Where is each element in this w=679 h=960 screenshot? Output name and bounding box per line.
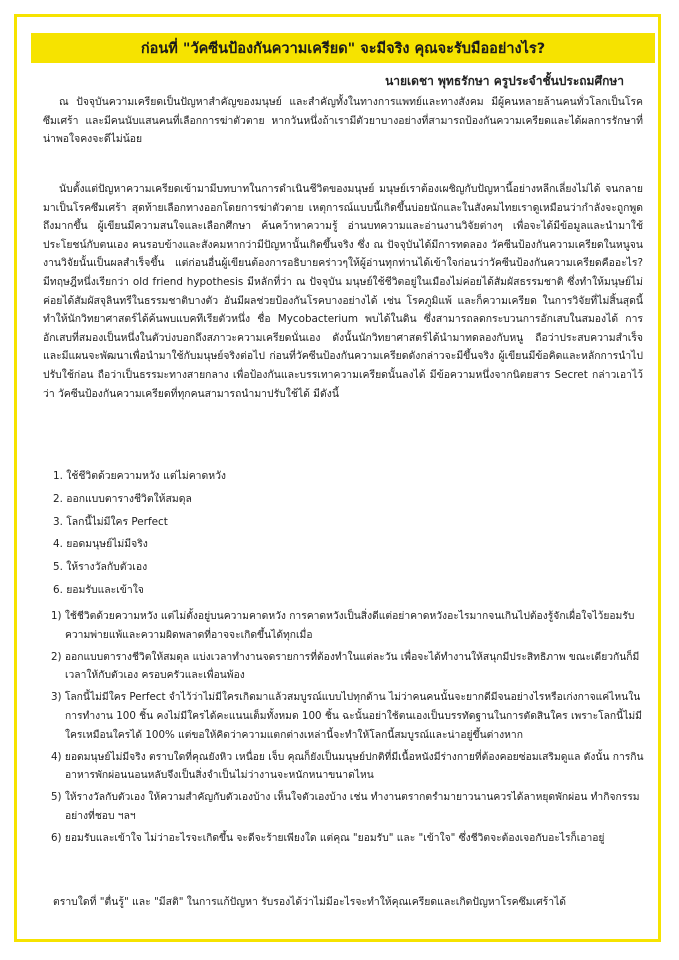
explanation-list [51, 607, 647, 851]
explanation-item: 1) ใช้ชีวิตด้วยความหวัง แต่ไม่ตั้งอยู่บนความคาดหวัง การคาดหวังเป็นสิ่งดีแต่อย่าคาดหวังอะไรมากจนเกินไปต้องรู้จักเผื่อใจไว้ยอมรับความพ่ายแพ้และความผิดพลาดที่อาจจะเกิดขึ้นได้ทุกเมื่อ [51, 610, 635, 641]
list-item: 2. ออกแบบตารางชีวิตให้สมดุล [53, 492, 192, 505]
closing-paragraph: ตราบใดที่ "ตื่นรู้" และ "มีสติ" ในการแก้ปัญหา รับรองได้ว่าไม่มีอะไรจะทำให้คุณเครียดและเกิดปัญหาโรคซึมเศร้าได้ [53, 896, 567, 908]
explanation-item: 6) ยอมรับและเข้าใจ ไม่ว่าอะไรจะเกิดขึ้น จะดีจะร้ายเพียงใด แต่คุณ "ยอมรับ" และ "เข้าใจ" ซึ่งชีวิตจะต้องเจอกับอะไรก็เอาอยู่ [51, 832, 605, 845]
explanation-item: 2) ออกแบบตารางชีวิตให้สมดุล แบ่งเวลาทำงานจดรายการที่ต้องทำในแต่ละวัน เพื่อจะได้ทำงานให้สนุกมีประสิทธิภาพ ขณะเดียวกันก็มีเวลาให้กับตัวเอง ครอบครัวและเพื่อนพ้อง [51, 650, 640, 682]
explanation-item: 4) ยอดมนุษย์ไม่มีจริง ตราบใดที่คุณยังหิว เหนื่อย เจ็บ คุณก็ยังเป็นมนุษย์ปกติที่มีเนื้อหนังมีร่างกายที่ต้องคอยซ่อมเสริมดูแล ดังนั้น การกินอาหารพักผ่อนนอนหลับจึงเป็นสิ่งจำเป็นไม่ว่างานจะหนักหนาขนาดไหน [51, 750, 644, 782]
explanation-item: 3) โลกนี้ไม่มีใคร Perfect จำไว้ว่าไม่มีใครเกิดมาแล้วสมบูรณ์แบบไปทุกด้าน ไม่ว่าคนคนนั้นจะยากดีมีจนอย่างไรหรือเก่งกาจแค่ไหนในการทำงาน 100 ชิ้น คงไม่มีใครได้คะแนนเต็มทั้งหมด 100 ชิ้น ฉะนั้นอย่าใช้ตนเองเป็นบรรทัดฐานในการตัดสินใคร เพราะโลกนี้ไม่มีใครเหมือนใครได้ 100% แต่ขอให้คิดว่าความแตกต่างเหล่านี้จะทำให้โลกนี้สมบูรณ์และน่าอยู่ขึ้นต่างหาก [51, 691, 642, 741]
page-title: ก่อนที่ "วัคซีนป้องกันความเครียด" จะมีจริง คุณจะรับมืออย่างไร? [31, 33, 655, 63]
intro-paragraph: ณ ปัจจุบันความเครียดเป็นปัญหาสำคัญของมนุษย์ และสำคัญทั้งในทางการแพทย์และทางสังคม มีผู้คนหลายล้านคนทั่วโลกเป็นโรคซึมเศร้า และมีคนนับแสนคนที่เลือกการฆ่าตัวตาย หากวันหนึ่งถ้าเรามีตัวยาบางอย่างที่สามารถป้องกันความเครียดและได้ผลการรักษาที่น่าพอใจคงจะดีไม่น้อย [43, 96, 643, 146]
list-item: 1. ใช้ชีวิตด้วยความหวัง แต่ไม่คาดหวัง [53, 470, 226, 482]
list-item: 6. ยอมรับและเข้าใจ [53, 583, 144, 596]
explanation-item: 5) ให้รางวัลกับตัวเอง ให้ความสำคัญกับตัวเองบ้าง เห็นใจตัวเองบ้าง เช่น ทำงานตรากตรำมายาวนานควรได้ลาหยุดพักผ่อน ทำกิจกรรมอย่างที่ชอบ ฯลฯ [51, 791, 640, 822]
list-item: 5. ให้รางวัลกับตัวเอง [53, 561, 148, 574]
author-line: นายเดชา พุทธรักษา ครูประจำชั้นประถมศึกษา [385, 74, 624, 88]
document-frame [14, 14, 661, 942]
tips-list [53, 465, 226, 602]
list-item: 4. ยอดมนุษย์ไม่มีจริง [53, 538, 148, 551]
body-paragraph: นับตั้งแต่ปัญหาความเครียดเข้ามามีบทบาทในการดำเนินชีวิตของมนุษย์ มนุษย์เราต้องเผชิญกับปัญหานี้อย่างหลีกเลี่ยงไม่ได้ จนกลายมาเป็นโรคซึมเศร้า สุดท้ายเลือกทางออกโดยการฆ่าตัวตาย เหตุการณ์แบบนี้เกิดขึ้นบ่อยนักและในสังคมไทยเราดูเหมือนว่ากำลังจะถูกพูดถึงมากขึ้น ผู้เขียนมีความสนใจและเลือกศึกษา ค้นคว้าหาความรู้ อ่านบทความและอ่านงานวิจัยต่างๆ เพื่อจะได้มีข้อมูลและนำมาใช้ประโยชน์กับตนเอง คนรอบข้างและสังคมหากว่ามีปัญหานั้นเกิดขึ้นจริง ซึ่ง ณ ปัจจุบันได้มีการทดลอง วัคซีนป้องกันความเครียดในหนูจนงานวิจัยนั้นเป็นผลสำเร็จขึ้น แต่ก่อนอื่นผู้เขียนต้องการอธิบายคร่าวๆให้ผู้อ่านทุกท่านได้เข้าใจก่อนว่าวัคซีนป้องกันความเครียดคืออะไร? มีทฤษฎีหนึ่งเรียกว่า old friend hypothesis มีหลักที่ว่า ณ ปัจจุบัน มนุษย์ใช้ชีวิตอยู่ในเมืองไม่ค่อยได้สัมผัสธรรมชาติ ซึ่งทำให้มนุษย์ไม่ค่อยได้สัมผัสจุลินทรีในธรรมชาติบางตัว อันมีผลช่วยป้องกันโรคบางอย่างได้ เช่น โรคภูมิแพ้ และก็ความเครียด ในการวิจัยที่ไม่สิ้นสุดนี้ทำให้นักวิทยาศาสตร์ได้ค้นพบแบคทีเรียตัวหนึ่ง ชื่อ Mycobacterium พบได้ในดิน ซึ่งสามารถลดกระบวนการอักเสบในสมองได้ การอักเสบที่สมองเป็นหนึ่งในตัวบ่งบอกถึงสภาวะความเครียดนั่นเอง ดังนั้นนักวิทยาศาสตร์ได้นำมาทดลองกับหนู ถือว่าประสบความสำเร็จและมีแผนจะพัฒนาเพื่อนำมาใช้กับมนุษย์จริงต่อไป ก่อนที่วัคซีนป้องกันความเครียดดังกล่าวจะมีขึ้นจริง ผู้เขียนมีข้อคิดและหลักการนำไปปรับใช้ก่อน ถือว่าเป็นธรรมะทางสายกลาง เพื่อป้องกันและบรรเทาความเครียดนั้นลงได้ มีข้อความหนึ่งจากนิตยสาร Secret กล่าวเอาไว้ว่า วัคซีนป้องกันความเครียดที่ทุกคนสามารถนำมาปรับใช้ได้ มีดังนี้ [43, 183, 643, 400]
list-item: 3. โลกนี้ไม่มีใคร Perfect [53, 515, 168, 528]
